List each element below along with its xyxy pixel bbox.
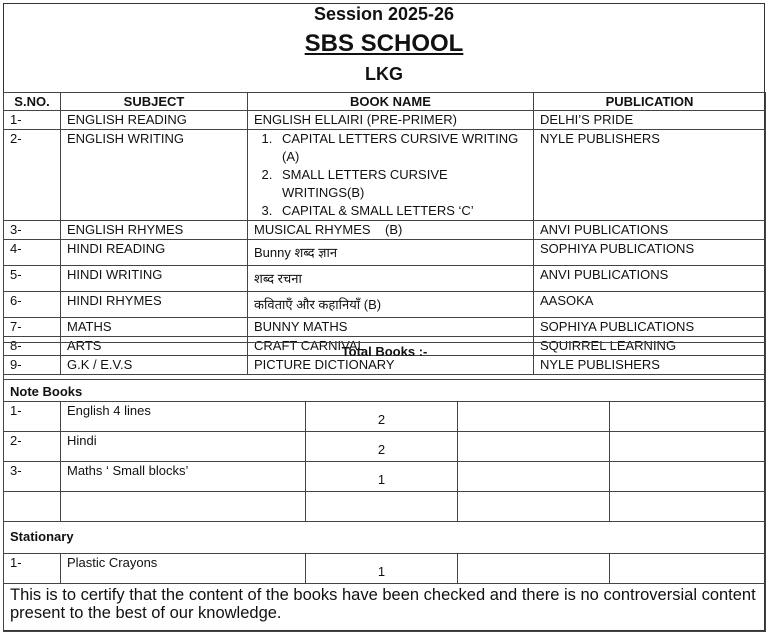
subject-cell: MATHS: [61, 318, 248, 337]
table-row: [4, 221, 766, 240]
notebooks-title: Note Books: [4, 380, 766, 402]
sno-cell: 2-: [4, 432, 61, 462]
list-item: 3. CAPITAL & SMALL LETTERS ‘C’: [276, 202, 527, 220]
table-row: [4, 402, 766, 432]
total-row: [4, 343, 766, 380]
books-table: [3, 92, 766, 375]
book-list: [254, 130, 527, 220]
book-cell: MUSICAL RHYMES (B): [248, 221, 534, 240]
table-row: [4, 266, 766, 292]
item-cell: Maths ‘ Small blocks’: [61, 462, 306, 492]
sno-cell: 1-: [4, 402, 61, 432]
list-item: 1. CAPITAL LETTERS CURSIVE WRITING (A): [276, 130, 527, 166]
publication-cell: NYLE PUBLISHERS: [534, 130, 766, 221]
table-row: [4, 130, 766, 221]
book-cell: [248, 130, 534, 221]
col-publication: PUBLICATION: [534, 93, 766, 111]
subject-cell: HINDI RHYMES: [61, 292, 248, 318]
sno-cell: 1-: [4, 554, 61, 584]
publication-cell: DELHI’S PRIDE: [534, 111, 766, 130]
table-row: [4, 554, 766, 584]
publication-cell: AASOKA: [534, 292, 766, 318]
book-cell: कविताएँ और कहानियाँ (B): [248, 292, 534, 318]
empty-cell: [610, 554, 766, 584]
publication-cell: NYLE PUBLISHERS: [534, 356, 766, 375]
total-books: Total Books :-: [4, 343, 766, 380]
school-name: SBS SCHOOL: [304, 30, 464, 57]
table-row: [4, 240, 766, 266]
empty-cell: [306, 492, 458, 522]
subject-cell: G.K / E.V.S: [61, 356, 248, 375]
empty-cell: [458, 554, 610, 584]
col-book-name: BOOK NAME: [248, 93, 534, 111]
qty-cell: 2: [306, 402, 458, 432]
qty-cell: 2: [306, 432, 458, 462]
section-row: [4, 522, 766, 554]
subject-cell: ENGLISH READING: [61, 111, 248, 130]
sno-cell: 9-: [4, 356, 61, 375]
sno-cell: 4-: [4, 240, 61, 266]
empty-cell: [4, 492, 61, 522]
qty-cell: 1: [306, 462, 458, 492]
empty-cell: [458, 402, 610, 432]
empty-cell: [610, 402, 766, 432]
publication-cell: ANVI PUBLICATIONS: [534, 266, 766, 292]
sno-cell: 5-: [4, 266, 61, 292]
publication-cell: SQUIRREL LEARNING: [534, 337, 766, 356]
empty-cell: [610, 492, 766, 522]
subject-cell: ARTS: [61, 337, 248, 356]
stationary-title: Stationary: [4, 522, 766, 554]
table-row: [4, 462, 766, 492]
sno-cell: 7-: [4, 318, 61, 337]
book-cell: PICTURE DICTIONARY: [248, 356, 534, 375]
col-sno: S.NO.: [4, 93, 61, 111]
book-cell: Bunny शब्द ज्ञान: [248, 240, 534, 266]
publication-cell: SOPHIYA PUBLICATIONS: [534, 240, 766, 266]
books-header-row: [4, 93, 766, 111]
certificate-text: This is to certify that the content of the books have been checked and there is no controversial content present to the best of our knowledge.: [4, 584, 766, 632]
empty-cell: [458, 492, 610, 522]
book-cell: BUNNY MATHS: [248, 318, 534, 337]
publication-cell: ANVI PUBLICATIONS: [534, 221, 766, 240]
table-row: [4, 292, 766, 318]
certificate-row: [4, 584, 766, 632]
table-row: [4, 111, 766, 130]
qty-cell: 1: [306, 554, 458, 584]
session-title: Session 2025-26: [313, 4, 455, 24]
sno-cell: 3-: [4, 221, 61, 240]
book-cell: शब्द रचना: [248, 266, 534, 292]
section-row: [4, 380, 766, 402]
item-cell: English 4 lines: [61, 402, 306, 432]
empty-cell: [610, 462, 766, 492]
list-item: 2. SMALL LETTERS CURSIVE WRITINGS(B): [276, 166, 527, 202]
book-cell: ENGLISH ELLAIRI (PRE-PRIMER): [248, 111, 534, 130]
table-row: [4, 318, 766, 337]
subject-cell: ENGLISH WRITING: [61, 130, 248, 221]
sno-cell: 2-: [4, 130, 61, 221]
empty-cell: [458, 432, 610, 462]
publication-cell: SOPHIYA PUBLICATIONS: [534, 318, 766, 337]
empty-cell: [610, 432, 766, 462]
subject-cell: HINDI WRITING: [61, 266, 248, 292]
empty-cell: [61, 492, 306, 522]
sno-cell: 6-: [4, 292, 61, 318]
subject-cell: ENGLISH RHYMES: [61, 221, 248, 240]
item-cell: Plastic Crayons: [61, 554, 306, 584]
sno-cell: 3-: [4, 462, 61, 492]
sno-cell: 8-: [4, 337, 61, 356]
book-cell: CRAFT CARNIVAL: [248, 337, 534, 356]
empty-cell: [458, 462, 610, 492]
table-row: [4, 432, 766, 462]
notebooks-stationary-table: [3, 342, 766, 632]
class-name: LKG: [365, 64, 403, 84]
sno-cell: 1-: [4, 111, 61, 130]
subject-cell: HINDI READING: [61, 240, 248, 266]
col-subject: SUBJECT: [61, 93, 248, 111]
item-cell: Hindi: [61, 432, 306, 462]
table-row: [4, 492, 766, 522]
